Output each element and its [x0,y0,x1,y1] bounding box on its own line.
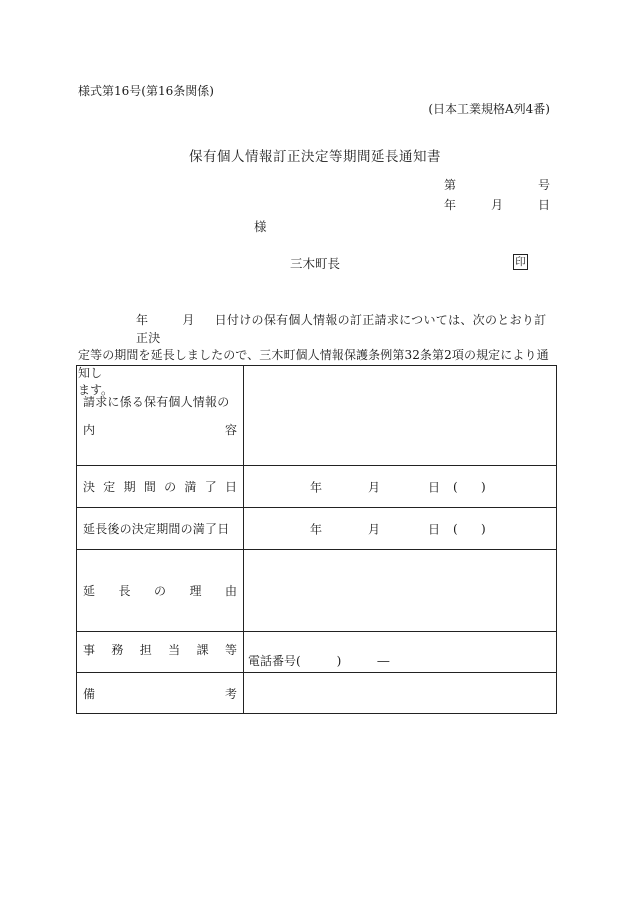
row-value-reason[interactable] [244,550,557,632]
recipient-sama: 様 [254,219,267,234]
office-label-char: 当 [168,642,181,657]
row-value-office[interactable] [244,632,557,673]
deadline-month: 月 [368,480,381,494]
table-row [77,673,557,714]
reason-label-char: 長 [118,584,131,598]
remarks-label [83,685,237,702]
row1-label-line2 [83,421,237,438]
body-line-2: 定等の期間を延長しましたので、三木町個人情報保護条例第32条第2項の規定により通知し [78,348,549,380]
extended-paren-close: ) [481,521,486,536]
date-month: 月 [491,198,504,212]
deadline-label-char: 日 [224,480,237,494]
row-label-remarks [77,673,244,714]
deadline-label-char: の [164,480,177,494]
deadline-label-char: 決 [83,480,96,494]
remarks-char-b: 考 [224,686,237,701]
deadline-day: 日 [428,480,441,494]
body-line1-rest: 日付けの保有個人情報の訂正請求については、次のとおり訂正決 [136,313,547,345]
deadline-year: 年 [310,480,323,494]
office-label-char: 課 [196,642,209,657]
sender-name: 三木町長 [290,256,341,271]
row-value-deadline[interactable] [244,466,557,508]
body-month: 月 [182,313,195,327]
document-title: 保有個人情報訂正決定等期間延長通知書 [189,149,441,165]
date-year: 年 [444,198,457,212]
extended-year: 年 [310,522,323,536]
body-line-3: ます。 [78,383,114,397]
paper-standard: (日本工業規格A列4番) [428,102,550,116]
row-label-extended-deadline [77,508,244,550]
row-label-office [77,632,244,673]
office-label [83,641,237,658]
extended-month: 月 [368,522,381,536]
deadline-label [83,478,237,495]
row1-label-line1: 請求に係る保有個人情報の [83,395,230,409]
deadline-label-char: 間 [143,480,156,494]
table-row [77,632,557,673]
seal-mark: 印 [513,254,528,270]
row1-label-char-b: 容 [224,423,237,437]
table-row [77,466,557,508]
number-dai: 第 [444,178,457,192]
reason-label-char: 由 [224,584,237,598]
table-row [77,508,557,550]
office-label-char: 務 [111,642,124,657]
deadline-label-char: 了 [204,480,217,494]
remarks-char-a: 備 [83,686,96,701]
row1-label-char-a: 内 [83,423,96,437]
reason-label-char: 理 [189,584,202,598]
number-go: 号 [537,178,550,192]
body-year: 年 [136,313,149,327]
extended-deadline-date [244,508,556,549]
row-value-content[interactable] [244,366,557,466]
extended-day: 日 [428,522,441,536]
date-day: 日 [537,198,550,212]
table-row [77,550,557,632]
deadline-paren-close: ) [481,479,486,494]
extended-deadline-label: 延長後の決定期間の満了日 [83,522,230,536]
office-label-char: 等 [224,642,237,657]
row-label-content [77,366,244,466]
row-label-reason [77,550,244,632]
table-row [77,366,557,466]
body-line-1 [78,312,552,347]
phone-number-field: 電話番号( ) ― [248,654,390,668]
deadline-paren-open: ( [453,479,458,494]
office-label-char: 担 [139,642,152,657]
row-value-extended-deadline[interactable] [244,508,557,550]
form-number: 様式第16号(第16条関係) [78,84,214,98]
row-label-deadline [77,466,244,508]
row-value-remarks[interactable] [244,673,557,714]
reason-label-char: の [153,584,166,598]
notice-table [76,365,557,714]
deadline-label-char: 期 [123,480,136,494]
extended-paren-open: ( [453,521,458,536]
reason-label [83,582,237,599]
deadline-label-char: 満 [184,480,197,494]
reason-label-char: 延 [83,584,96,598]
deadline-date [244,466,556,507]
office-label-char: 事 [83,642,96,657]
deadline-label-char: 定 [103,480,116,494]
